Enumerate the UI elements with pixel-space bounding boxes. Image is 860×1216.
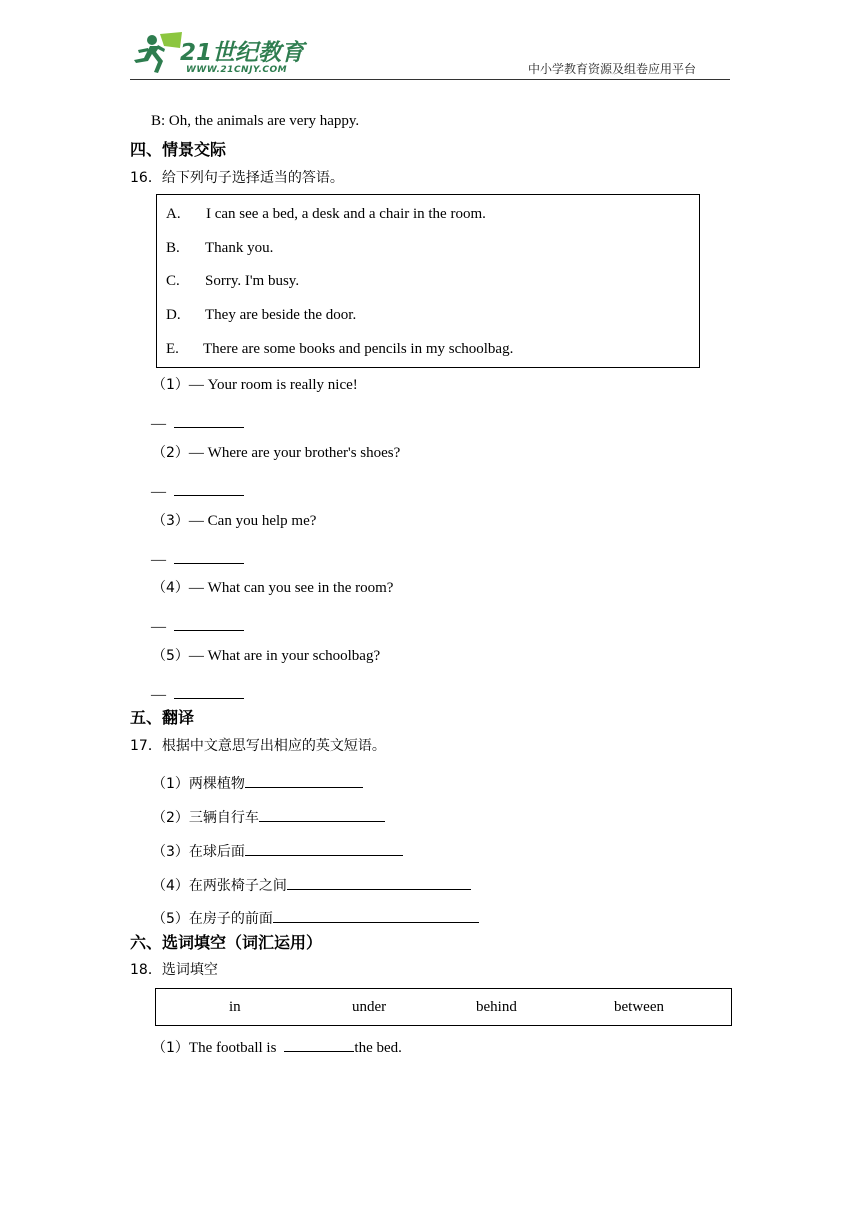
answer-dash: — xyxy=(151,416,166,432)
item-number: （2） xyxy=(152,445,189,461)
logo-text: 21世纪教育 xyxy=(180,40,305,66)
item-text: — What can you see in the room? xyxy=(188,580,394,596)
fill-item-1 xyxy=(152,1036,402,1056)
item-number: （4） xyxy=(152,580,189,596)
option-letter: A. xyxy=(166,206,181,222)
header-rule xyxy=(130,79,730,80)
item-text: 在房子的前面 xyxy=(188,911,273,927)
item-text: 在球后面 xyxy=(188,844,245,860)
item-text: 两棵植物 xyxy=(188,776,245,792)
translation-item-5 xyxy=(152,907,479,926)
answer-dash: — xyxy=(151,552,166,568)
word-bank-item: in xyxy=(229,999,241,1015)
item-text-before: The football is xyxy=(188,1040,277,1056)
item-text: — What are in your schoolbag? xyxy=(188,648,381,664)
answer-dash: — xyxy=(151,484,166,500)
option-text: There are some books and pencils in my schoolbag. xyxy=(203,341,514,357)
question-number: 17． xyxy=(130,738,162,754)
item-text: 在两张椅子之间 xyxy=(188,878,287,894)
answer-blank[interactable] xyxy=(174,548,244,564)
answer-blank[interactable] xyxy=(287,874,471,890)
item-number: （4） xyxy=(152,878,189,894)
answer-blank[interactable] xyxy=(174,412,244,428)
answer-blank[interactable] xyxy=(174,480,244,496)
item-number: （1） xyxy=(152,1040,189,1056)
option-text: I can see a bed, a desk and a chair in the room. xyxy=(206,206,486,222)
option-letter: C. xyxy=(166,273,180,289)
word-bank-item: behind xyxy=(476,999,517,1015)
question-text: 根据中文意思写出相应的英文短语。 xyxy=(161,738,386,754)
answer-blank[interactable] xyxy=(245,772,363,788)
item-number: （5） xyxy=(152,911,189,927)
answer-dash: — xyxy=(151,687,166,703)
answer-blank[interactable] xyxy=(245,840,403,856)
translation-item-1 xyxy=(152,772,363,791)
translation-item-3 xyxy=(152,840,403,859)
option-text: Sorry. I'm busy. xyxy=(205,273,300,289)
item-text: — Where are your brother's shoes? xyxy=(188,445,401,461)
section-title: 四、情景交际 xyxy=(130,140,227,159)
question-17 xyxy=(130,739,386,754)
answer-blank[interactable] xyxy=(259,806,385,822)
item-text: 三辆自行车 xyxy=(188,810,259,826)
option-letter: D. xyxy=(166,307,181,323)
word-bank-item: under xyxy=(352,999,387,1015)
word-bank-item: between xyxy=(614,999,664,1015)
question-18 xyxy=(130,963,218,978)
logo-url: WWW.21CNJY.COM xyxy=(186,65,288,75)
item-text-after: the bed. xyxy=(354,1040,402,1056)
option-letter: E. xyxy=(166,341,179,357)
prev-dialogue-line: B: Oh, the animals are very happy. xyxy=(151,113,360,129)
platform-name: 中小学教育资源及组卷应用平台 xyxy=(528,62,697,76)
answer-blank[interactable] xyxy=(174,615,244,631)
option-text: They are beside the door. xyxy=(205,307,357,323)
option-text: Thank you. xyxy=(205,240,274,256)
answer-blank[interactable] xyxy=(273,907,479,923)
item-number: （2） xyxy=(152,810,189,826)
item-text: — Can you help me? xyxy=(188,513,317,529)
translation-item-4 xyxy=(152,874,471,893)
question-text: 给下列句子选择适当的答语。 xyxy=(161,170,344,186)
translation-item-2 xyxy=(152,806,385,825)
item-number: （3） xyxy=(152,844,189,860)
item-number: （5） xyxy=(152,648,189,664)
option-letter: B. xyxy=(166,240,180,256)
question-number: 18． xyxy=(130,962,162,978)
answer-blank[interactable] xyxy=(284,1036,354,1052)
answer-dash: — xyxy=(151,619,166,635)
item-number: （3） xyxy=(152,513,189,529)
runner-logo-icon xyxy=(130,30,186,74)
item-text: — Your room is really nice! xyxy=(188,377,358,393)
section-title: 五、翻译 xyxy=(130,708,195,727)
question-16 xyxy=(130,171,344,186)
section-title: 六、选词填空（词汇运用） xyxy=(130,933,323,952)
question-number: 16． xyxy=(130,170,162,186)
question-text: 选词填空 xyxy=(161,962,218,978)
item-number: （1） xyxy=(152,377,189,393)
item-number: （1） xyxy=(152,776,189,792)
answer-blank[interactable] xyxy=(174,683,244,699)
